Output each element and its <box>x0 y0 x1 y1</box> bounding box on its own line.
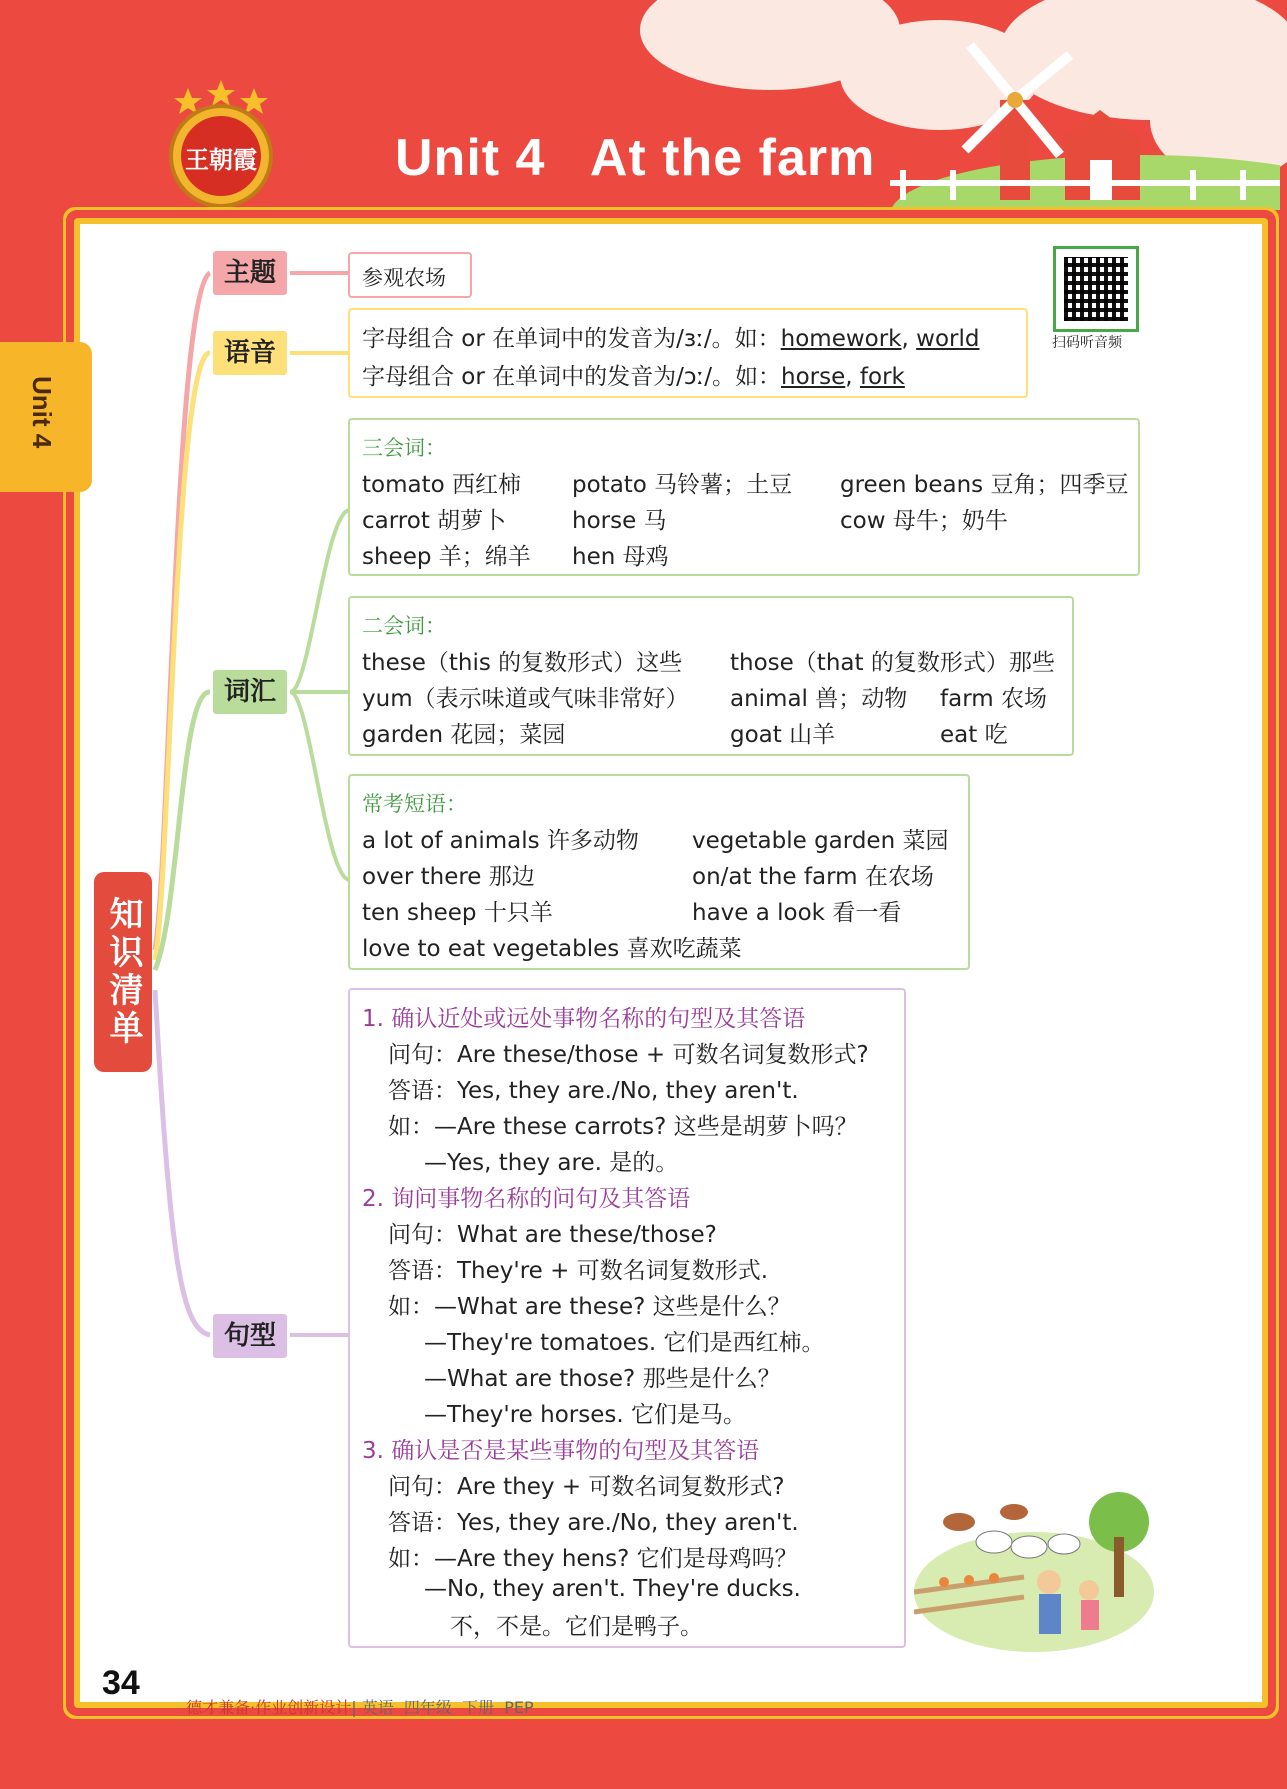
phrase-item: have a look 看一看 <box>692 900 902 926</box>
qr-pattern <box>1064 257 1128 321</box>
sentence-line: 答语：Yes, they are./No, they aren't. <box>388 1510 799 1536</box>
category-vocab: 词汇 <box>213 670 287 714</box>
sentence-title-2: 2. 询问事物名称的问句及其答语 <box>362 1186 691 1212</box>
qr-code[interactable] <box>1053 246 1139 332</box>
footer-series: 德才兼备·作业创新设计| 英语 四年级 下册 PEP <box>186 1698 534 1717</box>
sentence-line: 如：—What are these? 这些是什么？ <box>388 1294 791 1320</box>
unit-side-tab: Unit 4 <box>0 342 92 492</box>
sentence-line: 答语：Yes, they are./No, they aren't. <box>388 1078 799 1104</box>
svg-text:王朝霞: 王朝霞 <box>185 146 257 174</box>
vocab-item: goat 山羊 <box>730 722 836 748</box>
theme-text: 参观农场 <box>362 266 446 290</box>
vocab-item: cow 母牛；奶牛 <box>840 508 1008 534</box>
sentence-line: 答语：They're + 可数名词复数形式. <box>388 1258 769 1284</box>
sentence-line: —What are those? 那些是什么？ <box>424 1366 781 1392</box>
sentence-line: —They're horses. 它们是马。 <box>424 1402 746 1428</box>
phonics-line-2: 字母组合 or 在单词中的发音为/ɔː/。如：horse, fork <box>362 364 905 390</box>
phrase-item: on/at the farm 在农场 <box>692 864 934 890</box>
example-word: homework <box>780 326 902 352</box>
farm-illustration <box>914 1482 1160 1652</box>
vocab-item: yum（表示味道或气味非常好） <box>362 686 689 712</box>
phrase-item: over there 那边 <box>362 864 535 890</box>
sentence-line: —They're tomatoes. 它们是西红柿。 <box>424 1330 825 1356</box>
category-phonics: 语音 <box>213 331 287 375</box>
example-word: fork <box>859 364 905 390</box>
windmill-farm-illustration <box>890 30 1280 210</box>
sentence-line: 问句：Are they + 可数名词复数形式? <box>388 1474 785 1500</box>
example-word: world <box>916 326 980 352</box>
sentence-line: 问句：What are these/those? <box>388 1222 717 1248</box>
mindmap-branches <box>150 260 360 1360</box>
page-title: Unit 4 At the farm <box>395 129 876 187</box>
sentence-line: —No, they aren't. They're ducks. <box>424 1576 801 1602</box>
sentence-line: 如：—Are these carrots? 这些是胡萝卜吗？ <box>388 1114 858 1140</box>
vocab-item: potato 马铃薯；土豆 <box>572 472 793 498</box>
sentence-title-3: 3. 确认是否是某些事物的句型及其答语 <box>362 1438 760 1464</box>
vocab-item: eat 吃 <box>940 722 1008 748</box>
vocab-item: garden 花园；菜园 <box>362 722 566 748</box>
vocab-core-heading: 三会词： <box>362 436 446 460</box>
sentence-line: 如：—Are they hens? 它们是母鸡吗？ <box>388 1546 798 1572</box>
vocab-item: horse 马 <box>572 508 667 534</box>
phrase-item: ten sheep 十只羊 <box>362 900 553 926</box>
phrases-heading: 常考短语： <box>362 792 467 816</box>
phrase-item: vegetable garden 菜园 <box>692 828 949 854</box>
theme-box <box>348 252 472 298</box>
sentence-box <box>348 988 906 1648</box>
vocab-secondary-box <box>348 596 1074 756</box>
vocab-secondary-heading: 二会词： <box>362 614 446 638</box>
vocab-item: hen 母鸡 <box>572 544 669 570</box>
category-theme: 主题 <box>213 251 287 295</box>
page-number: 34 <box>102 1664 140 1702</box>
example-word: horse <box>781 364 846 390</box>
sentence-line: 不，不是。它们是鸭子。 <box>450 1614 703 1640</box>
vocab-item: animal 兽；动物 <box>730 686 908 712</box>
sentence-title-1: 1. 确认近处或远处事物名称的句型及其答语 <box>362 1006 806 1032</box>
sentence-line: —Yes, they are. 是的。 <box>424 1150 679 1176</box>
knowledge-list-label: 知识清单 <box>94 872 152 1072</box>
vocab-item: farm 农场 <box>940 686 1047 712</box>
category-sentence: 句型 <box>213 1314 287 1358</box>
vocab-item: tomato 西红柿 <box>362 472 521 498</box>
phonics-line-1: 字母组合 or 在单词中的发音为/ɜː/。如：homework, world <box>362 326 980 352</box>
phonics-box <box>348 308 1028 398</box>
phrase-item: a lot of animals 许多动物 <box>362 828 639 854</box>
qr-caption: 扫码听音频 <box>1052 335 1122 351</box>
sentence-line: 问句：Are these/those + 可数名词复数形式? <box>388 1042 869 1068</box>
vocab-item: green beans 豆角；四季豆 <box>840 472 1129 498</box>
vocab-core-box <box>348 418 1140 576</box>
vocab-item: sheep 羊；绵羊 <box>362 544 531 570</box>
vocab-item: those（that 的复数形式）那些 <box>730 650 1055 676</box>
brand-logo <box>158 78 284 208</box>
phrases-box <box>348 774 970 970</box>
vocab-item: these（this 的复数形式）这些 <box>362 650 683 676</box>
vocab-item: carrot 胡萝卜 <box>362 508 507 534</box>
phrase-item: love to eat vegetables 喜欢吃蔬菜 <box>362 936 742 962</box>
